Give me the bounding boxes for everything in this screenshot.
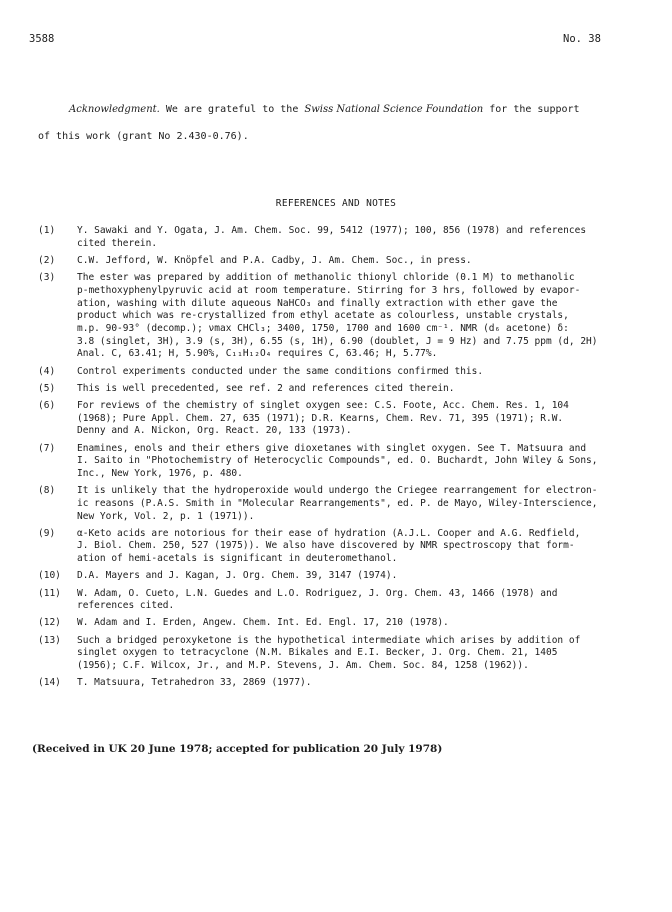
reference-item <box>38 225 650 250</box>
acknowledgment-paragraph <box>38 96 638 150</box>
received-line: (Received in UK 20 June 1978; accepted for publication 20 July 1978) <box>32 743 443 755</box>
reference-number: (13) <box>38 634 61 646</box>
reference-text: For reviews of the chemistry of singlet oxygen see: C.S. Foote, Acc. Chem. Res. 1, 104 (1968); Pure Appl. Chem. 27, 635 (1971); D.R. Kearns, Chem. Rev. 71, 395 (1971); R.W. Denny and A. Nickon, Org. React. 20, 133 (1973). <box>77 399 569 437</box>
reference-text: The ester was prepared by addition of methanolic thionyl chloride (0.1 M) to methanolic p-methoxyphenylpyruvic acid at room temperature. Stirring for 3 hrs, followed by evapor- ation, washing with dilute aqueous NaHCO₃ and finally extraction with ether gave the product which was re-crystallized from ethyl acetate as colourless, unstable crystals, m.p. 90-93° (decomp.); νmax CHCl₃; 3400, 1750, 1700 and 1600 cm⁻¹. NMR (d₆ acetone) δ: 3.8 (singlet, 3H), 3.9 (s, 3H), 6.55 (s, 1H), 6.90 (doublet, J = 9 Hz) and 7.75 ppm (d, 2H) Anal. C, 63.41; H, 5.90%, C₁₁H₁₂O₄ requires C, 63.46; H, 5.77%. <box>77 272 598 360</box>
acknowledgment-text-after: for the support <box>489 104 580 115</box>
page-number: 3588 <box>29 33 55 45</box>
reference-text: W. Adam and I. Erden, Angew. Chem. Int. Ed. Engl. 17, 210 (1978). <box>77 617 449 629</box>
reference-number: (2) <box>38 254 56 266</box>
reference-number: (12) <box>38 617 61 629</box>
reference-text: α-Keto acids are notorious for their ease of hydration (A.J.L. Cooper and A.G. Redfield, J. Biol. Chem. 250, 527 (1975)). We also have discovered by NMR spectroscopy that form- ation of hemi-acetals is significant in deuteromethanol. <box>77 527 581 565</box>
reference-text: W. Adam, O. Cueto, L.N. Guedes and L.O. Rodriguez, J. Org. Chem. 43, 1466 (1978) and references cited. <box>77 587 558 612</box>
reference-number: (4) <box>38 365 56 377</box>
reference-number: (11) <box>38 587 61 599</box>
reference-item <box>38 255 650 268</box>
acknowledgment-line-1 <box>38 96 638 123</box>
reference-number: (6) <box>38 399 56 411</box>
reference-text: T. Matsuura, Tetrahedron 33, 2869 (1977). <box>77 677 312 689</box>
reference-text: Y. Sawaki and Y. Ogata, J. Am. Chem. Soc. 99, 5412 (1977); 100, 856 (1978) and references cited therein. <box>77 225 587 249</box>
reference-text: Enamines, enols and their ethers give dioxetanes with singlet oxygen. See T. Matsuura and I. Saito in "Photochemistry of Heterocyclic Compounds", ed. O. Buchardt, John Wiley & Sons, Inc., New York, 1976, p. 480. <box>77 442 598 479</box>
reference-number: (8) <box>38 485 56 497</box>
reference-item <box>38 272 650 361</box>
reference-item <box>38 617 650 630</box>
references-heading: REFERENCES AND NOTES <box>275 198 397 209</box>
reference-item <box>38 588 650 613</box>
foundation-name: Swiss National Science Foundation <box>304 104 484 115</box>
acknowledgment-label: Acknowledgment. <box>69 104 160 115</box>
reference-text: D.A. Mayers and J. Kagan, J. Org. Chem. 39, 3147 (1974). <box>77 570 398 582</box>
reference-number: (9) <box>38 527 56 539</box>
reference-text: Such a bridged peroxyketone is the hypothetical intermediate which arises by addition of singlet oxygen to tetracyclone (N.M. Bikales and E.I. Becker, J. Org. Chem. 21, 1405 (1956); C.F. Wilcox, Jr., and M.P. Stevens, J. Am. Chem. Soc. 84, 1258 (1962)). <box>77 634 581 672</box>
reference-number: (10) <box>38 570 61 582</box>
reference-item <box>38 485 650 523</box>
reference-item <box>38 528 650 566</box>
reference-item <box>38 635 650 673</box>
reference-number: (3) <box>38 272 56 284</box>
references-list <box>38 225 650 695</box>
reference-number: (7) <box>38 442 56 454</box>
reference-item <box>38 400 650 438</box>
acknowledgment-line-2: of this work (grant No 2.430-0.76). <box>38 131 249 142</box>
acknowledgment-text-before: We are grateful to the <box>165 104 299 115</box>
journal-issue-number: No. 38 <box>563 33 601 45</box>
reference-item <box>38 443 650 481</box>
reference-number: (5) <box>38 382 56 394</box>
reference-number: (14) <box>38 677 61 689</box>
reference-text: C.W. Jefford, W. Knöpfel and P.A. Cadby, J. Am. Chem. Soc., in press. <box>77 254 472 266</box>
reference-text: It is unlikely that the hydroperoxide would undergo the Criegee rearrangement for electron- ic reasons (P.A.S. Smith in "Molecular Rearrangements", ed. P. de Mayo, Wiley-Interscience, New York, Vol. 2, p. 1 (1971)). <box>77 485 598 522</box>
reference-item <box>38 383 650 396</box>
reference-text: Control experiments conducted under the same conditions confirmed this. <box>77 365 484 377</box>
reference-number: (1) <box>38 225 56 236</box>
reference-item <box>38 366 650 379</box>
reference-item <box>38 570 650 583</box>
reference-text: This is well precedented, see ref. 2 and references cited therein. <box>77 382 455 394</box>
reference-item <box>38 677 650 690</box>
